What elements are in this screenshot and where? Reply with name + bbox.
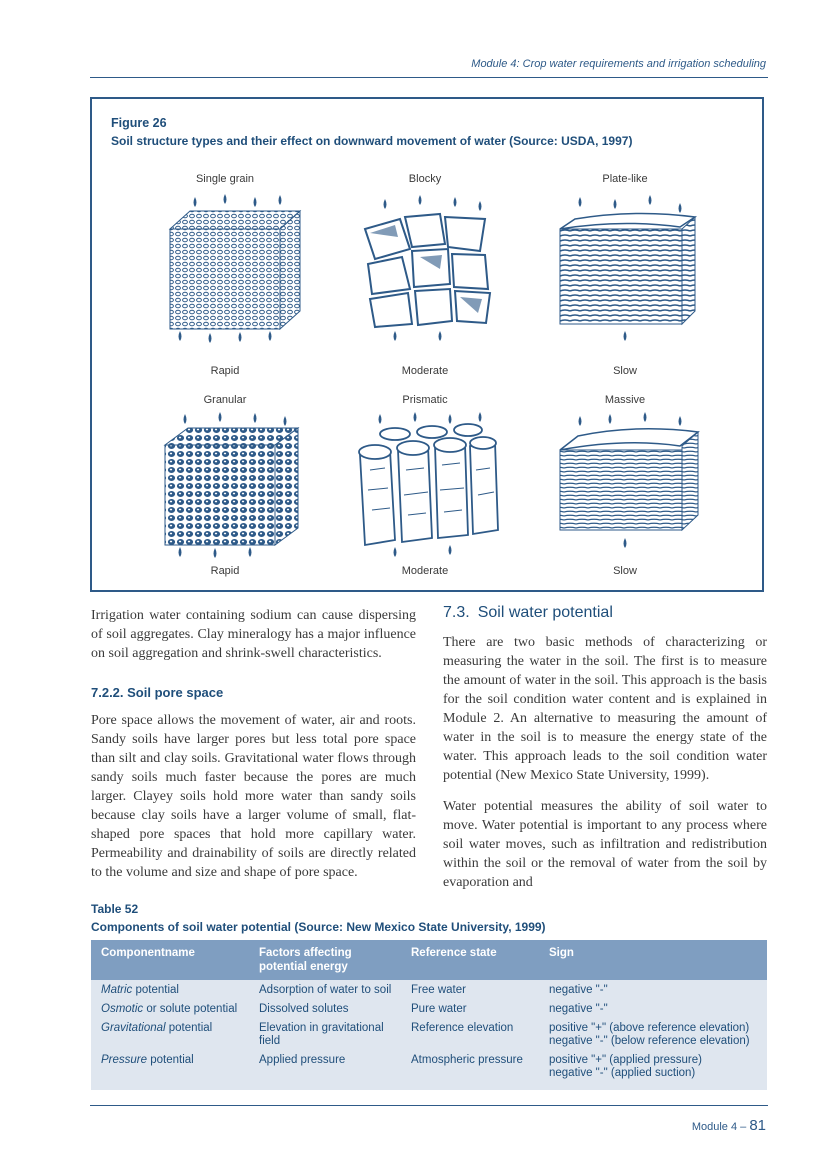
component-name: Gravitational potential	[101, 1022, 213, 1034]
soil-single-grain	[125, 173, 325, 377]
column-header: Factors affecting potential energy	[259, 947, 352, 973]
soil-type-label: Plate-like	[602, 173, 648, 185]
footer-module: Module 4 –	[691, 1121, 750, 1133]
reference-cell: Pure water	[411, 1003, 467, 1015]
water-movement-rate: Rapid	[210, 365, 240, 377]
paragraph: Pore space allows the movement of water, air and roots. Sandy soils have larger pores but less total pore space than silt and clay soils. Gravitational water flows through sandy soils much faster because the pores are much larger. Clayey soils hold more water than sandy soils because clay soils have a larger volume of small, flat-shaped pore spaces that hold more capillary water. Permeability and drainability of soils are directly related to the volume and size and shape of pore space.	[91, 713, 416, 880]
subheading-soil-pore-space: 7.2.2. Soil pore space	[91, 685, 224, 700]
figure-caption: Soil structure types and their effect on downward movement of water (Source: USDA, 1997)	[111, 134, 633, 148]
soil-plate-like	[525, 173, 725, 377]
factor-cell: Dissolved solutes	[259, 1003, 349, 1015]
sign-cell: negative "-"	[549, 1003, 608, 1015]
paragraph: Water potential measures the ability of soil water to move. Water potential is important to any process where soil water moves, such as infiltration and redistribution within the soil or the removal of water from the soil by evaporation and	[443, 799, 767, 890]
soil-water-potential-table	[91, 940, 767, 1090]
soil-type-label: Massive	[604, 394, 646, 406]
section-number: 7.3.	[443, 604, 470, 621]
page-number: 81	[749, 1117, 766, 1134]
soil-massive	[525, 394, 725, 579]
reference-cell: Reference elevation	[411, 1022, 514, 1034]
prismatic-illustration	[340, 410, 510, 560]
table-header-row	[91, 940, 767, 980]
column-header: Componentname	[101, 947, 195, 959]
plate-like-illustration	[540, 189, 710, 349]
column-header: Reference state	[411, 947, 497, 959]
paragraph: There are two basic methods of characterizing or measuring the water in the soil. The first is to measure the amount of water in the soil. This approach is the basis for the soil condition water content and is explained in Module 2. An alternative to measuring the amount of water in the soil is to measure the energy state of the water. This approach leads to the soil condition water potential (New Mexico State University, 1999).	[443, 635, 767, 783]
soil-type-label: Single grain	[195, 173, 255, 185]
component-name: Pressure potential	[101, 1054, 194, 1066]
factor-cell: Elevation in gravitational field	[259, 1022, 384, 1047]
soil-prismatic	[325, 394, 525, 579]
footer-divider	[90, 1105, 768, 1106]
soil-granular	[125, 394, 325, 579]
left-column	[91, 606, 416, 675]
component-name: Matric potential	[101, 984, 179, 996]
reference-cell: Free water	[411, 984, 466, 996]
table-label: Table 52	[91, 902, 139, 916]
figure-label: Figure 26	[111, 116, 167, 130]
sign-cell: negative "-"	[549, 984, 608, 996]
water-movement-rate: Slow	[613, 365, 637, 377]
water-movement-rate: Slow	[613, 565, 637, 577]
reference-cell: Atmospheric pressure	[411, 1054, 523, 1066]
running-header: Module 4: Crop water requirements and irrigation scheduling	[471, 58, 766, 70]
blocky-illustration	[340, 189, 510, 349]
sign-cell: positive "+" (applied pressure) negative "-" (applied suction)	[549, 1054, 702, 1079]
granular-illustration	[140, 410, 310, 560]
massive-illustration	[540, 410, 710, 560]
section-title: Soil water potential	[477, 604, 613, 621]
sign-cell: positive "+" (above reference elevation) negative "-" (below reference elevation)	[549, 1022, 750, 1047]
column-header: Sign	[549, 947, 574, 959]
soil-type-label: Granular	[203, 394, 247, 406]
left-column-cont	[91, 711, 416, 894]
water-movement-rate: Moderate	[401, 565, 449, 577]
factor-cell: Applied pressure	[259, 1054, 346, 1066]
water-movement-rate: Rapid	[210, 565, 240, 577]
figure-26	[90, 97, 764, 592]
soil-type-label: Prismatic	[402, 394, 448, 406]
header-divider	[90, 77, 768, 78]
page-footer	[692, 1117, 766, 1134]
component-name: Osmotic or solute potential	[101, 1003, 238, 1015]
section-heading	[443, 604, 613, 622]
soil-blocky	[325, 173, 525, 377]
factor-cell: Adsorption of water to soil	[259, 984, 392, 996]
table-caption: Components of soil water potential (Source: New Mexico State University, 1999)	[91, 920, 546, 934]
soil-type-label: Blocky	[408, 173, 442, 185]
right-column	[443, 633, 767, 904]
single-grain-illustration	[140, 189, 310, 349]
water-movement-rate: Moderate	[401, 365, 449, 377]
paragraph: Irrigation water containing sodium can cause dispersing of soil aggregates. Clay mineralogy has a major influence on soil aggregation and shrink-swell characteristics.	[91, 608, 416, 661]
